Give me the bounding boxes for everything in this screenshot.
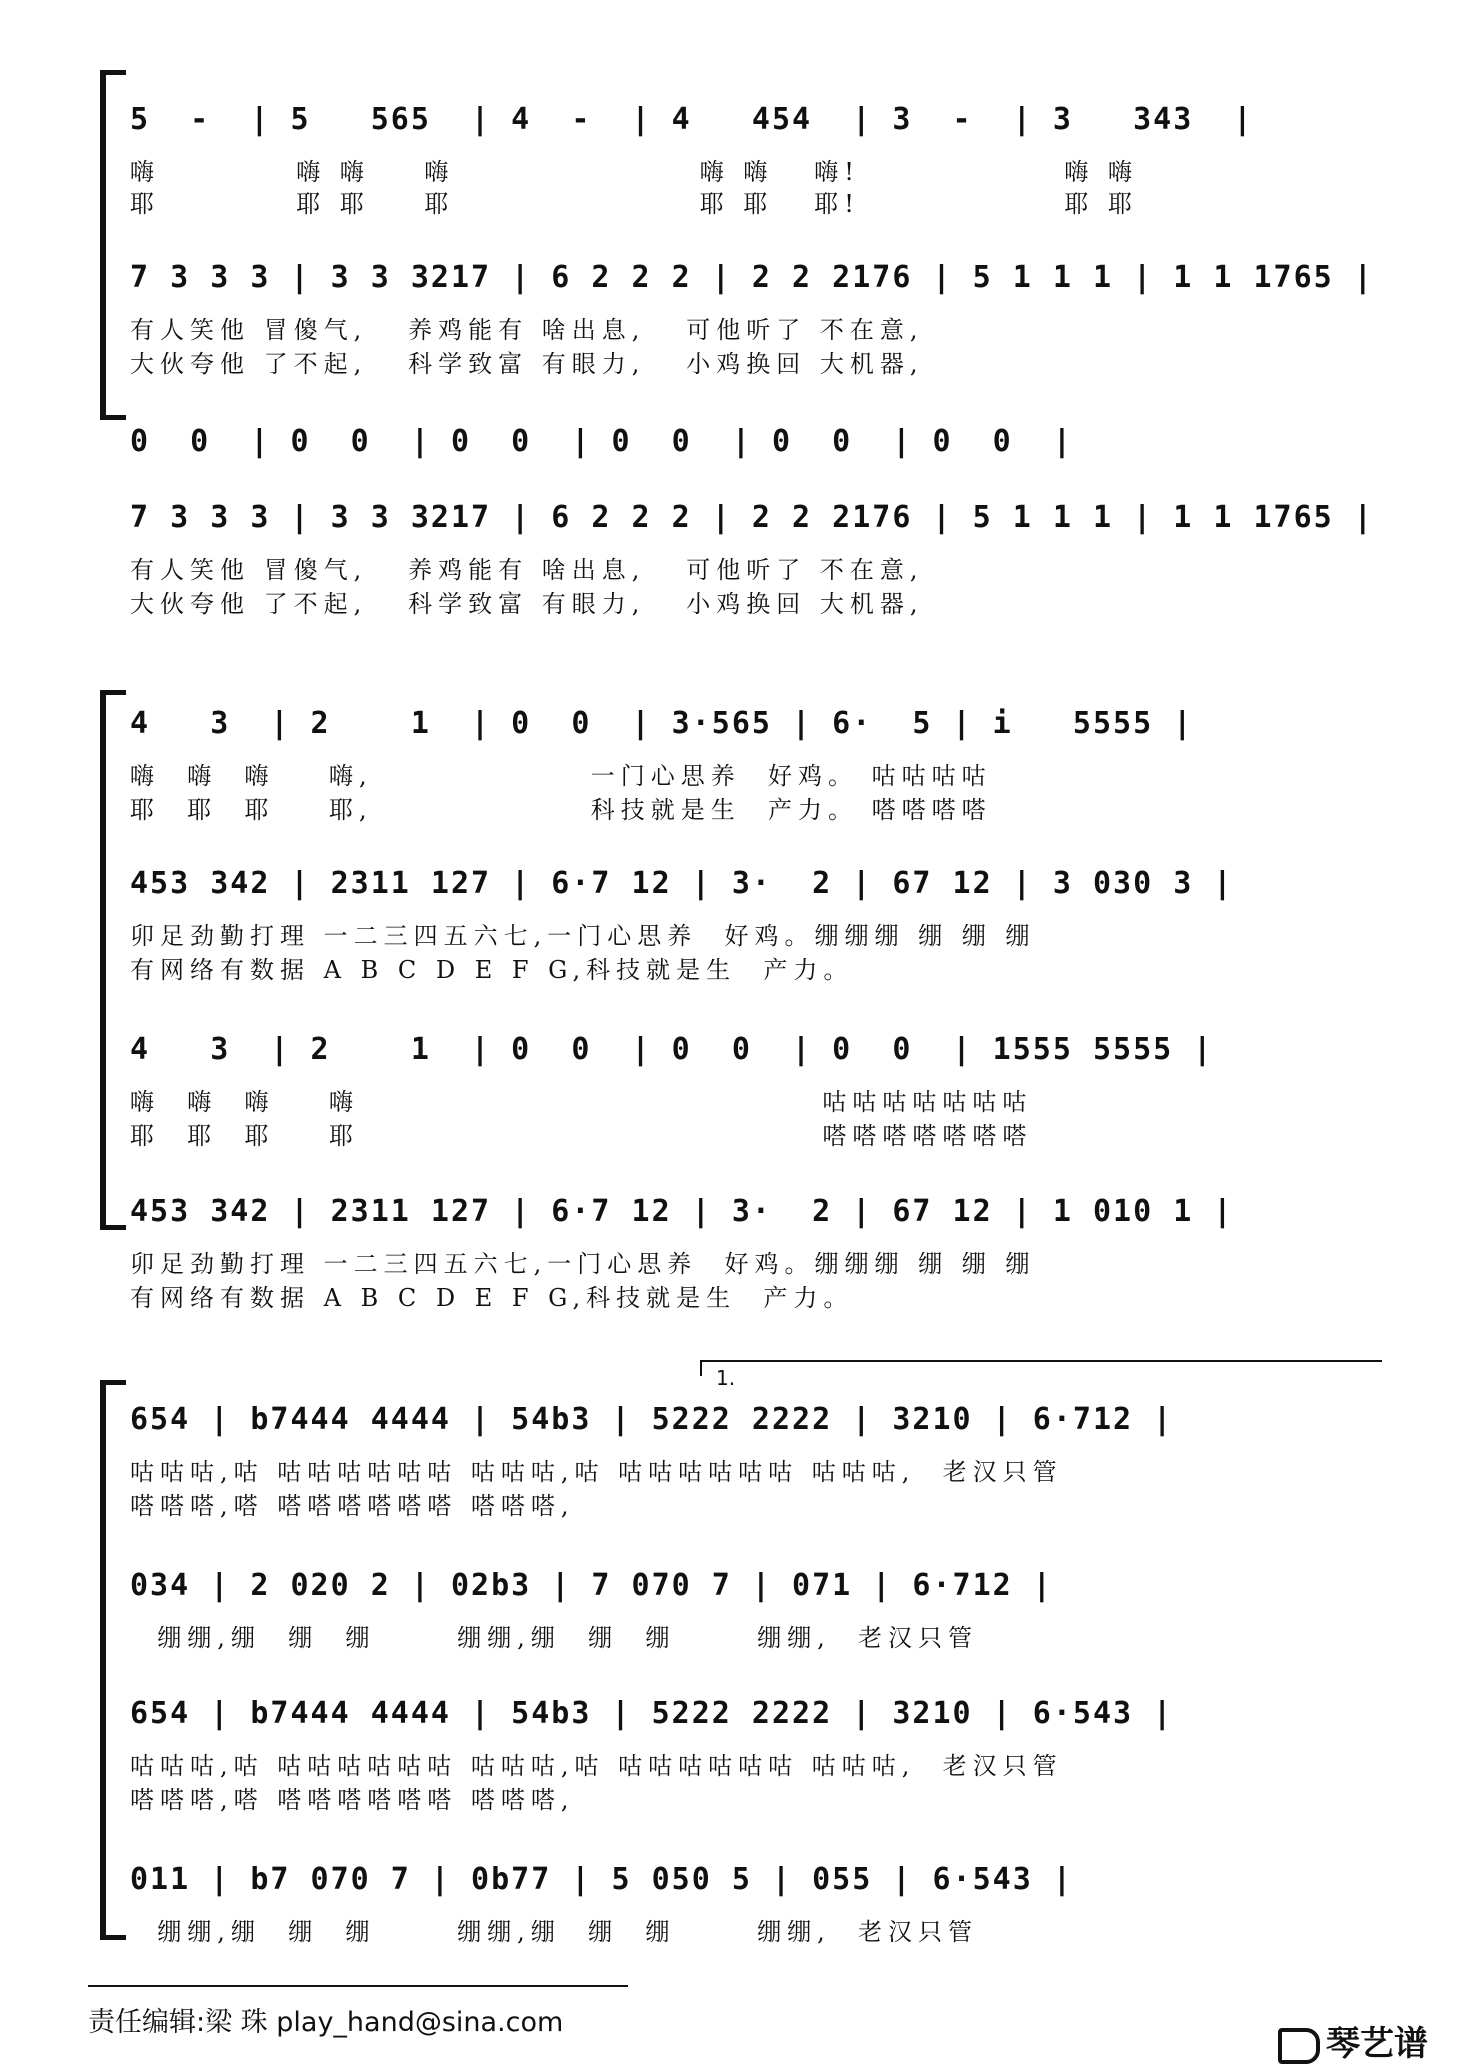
staff-row-1-3 (130, 418, 1380, 464)
lyric-line: 有网络有数据 A B C D E F G,科技就是生 产力。 (130, 956, 854, 984)
lyric-line: 嗒嗒嗒,嗒 嗒嗒嗒嗒嗒嗒 嗒嗒嗒, (130, 1786, 575, 1814)
notes: 034 | 2 020 2 | 02b3 | 7 070 7 | 071 | 6·712 | (130, 1567, 1053, 1603)
lyric-line: 绷绷,绷 绷 绷 绷绷,绷 绷 绷 绷绷, 老汉只管 (130, 1918, 978, 1946)
lyric-line: 卯足劲勤打理 一二三四五六七,一门心思养 好鸡。绷绷绷 绷 绷 绷 (130, 1250, 1036, 1278)
site-logo (1278, 2016, 1428, 2065)
lyric-line: 绷绷,绷 绷 绷 绷绷,绷 绷 绷 绷绷, 老汉只管 (130, 1624, 978, 1652)
footer-rule (88, 1985, 628, 1987)
notes: 453 342 | 2311 127 | 6·7 12 | 3· 2 | 67 12 | 3 030 3 | (130, 865, 1234, 901)
lyric-line: 有人笑他 冒傻气, 养鸡能有 啥出息, 可他听了 不在意, (130, 556, 924, 584)
notes: 654 | b7444 4444 | 54b3 | 5222 2222 | 3210 | 6·543 | (130, 1695, 1174, 1731)
staff-row-1-4 (130, 494, 1380, 540)
staff-row-1-1 (130, 96, 1380, 142)
lyric-line: 嗨 嗨 嗨 嗨 嗨 嗨 嗨! 嗨 嗨 (130, 158, 1138, 186)
lyric-line: 有人笑他 冒傻气, 养鸡能有 啥出息, 可他听了 不在意, (130, 316, 924, 344)
lyric-line: 耶 耶 耶 耶, 科技就是生 产力。 嗒嗒嗒嗒 (130, 796, 992, 824)
staff-row-2-3 (130, 1026, 1380, 1072)
notes: 453 342 | 2311 127 | 6·7 12 | 3· 2 | 67 12 | 1 010 1 | (130, 1193, 1234, 1229)
logo-text: 琴艺谱 (1326, 2024, 1428, 2064)
lyric-line: 有网络有数据 A B C D E F G,科技就是生 产力。 (130, 1284, 854, 1312)
staff-row-2-4 (130, 1188, 1380, 1234)
notes: 4 3 | 2 1 | 0 0 | 0 0 | 0 0 | 1555 5555 | (130, 1031, 1214, 1067)
staff-row-1-2 (130, 254, 1380, 300)
notes: 654 | b7444 4444 | 54b3 | 5222 2222 | 3210 | 6·712 | (130, 1401, 1174, 1437)
lyric-line: 耶 耶 耶 耶 耶 耶 耶! 耶 耶 (130, 190, 1138, 218)
lyric-line: 嗨 嗨 嗨 嗨 咕咕咕咕咕咕咕 (130, 1088, 1033, 1116)
system-brace-3 (100, 1380, 118, 1940)
staff-row-3-3 (130, 1690, 1380, 1736)
lyric-line: 卯足劲勤打理 一二三四五六七,一门心思养 好鸡。绷绷绷 绷 绷 绷 (130, 922, 1036, 950)
staff-row-3-2 (130, 1562, 1380, 1608)
staff-row-2-1 (130, 700, 1380, 746)
staff-row-3-4 (130, 1856, 1380, 1902)
lyric-line: 大伙夸他 了不起, 科学致富 有眼力, 小鸡换回 大机器, (130, 350, 924, 378)
system-brace-1 (100, 70, 118, 420)
lyric-line: 耶 耶 耶 耶 嗒嗒嗒嗒嗒嗒嗒 (130, 1122, 1033, 1150)
lyric-line: 咕咕咕,咕 咕咕咕咕咕咕 咕咕咕,咕 咕咕咕咕咕咕 咕咕咕, 老汉只管 (130, 1752, 1063, 1780)
lyric-line: 大伙夸他 了不起, 科学致富 有眼力, 小鸡换回 大机器, (130, 590, 924, 618)
volta-bracket (700, 1360, 1382, 1390)
notes: 7 3 3 3 | 3 3 3217 | 6 2 2 2 | 2 2 2176 | 5 1 1 1 | 1 1 1765 | (130, 259, 1374, 295)
staff-row-2-2 (130, 860, 1380, 906)
notes: 0 0 | 0 0 | 0 0 | 0 0 | 0 0 | 0 0 | (130, 423, 1073, 459)
notes: 7 3 3 3 | 3 3 3217 | 6 2 2 2 | 2 2 2176 | 5 1 1 1 | 1 1 1765 | (130, 499, 1374, 535)
logo-icon (1278, 2028, 1320, 2064)
editor-credit: 责任编辑:梁 珠 play_hand@sina.com (88, 2007, 564, 2038)
notes: 4 3 | 2 1 | 0 0 | 3·565 | 6· 5 | i 5555 | (130, 705, 1194, 741)
system-brace-2 (100, 690, 118, 1230)
lyric-line: 嗒嗒嗒,嗒 嗒嗒嗒嗒嗒嗒 嗒嗒嗒, (130, 1492, 575, 1520)
notes: 5 - | 5 565 | 4 - | 4 454 | 3 - | 3 343 | (130, 101, 1254, 137)
volta-label: 1. (716, 1366, 736, 1390)
lyric-line: 嗨 嗨 嗨 嗨, 一门心思养 好鸡。 咕咕咕咕 (130, 762, 992, 790)
lyric-line: 咕咕咕,咕 咕咕咕咕咕咕 咕咕咕,咕 咕咕咕咕咕咕 咕咕咕, 老汉只管 (130, 1458, 1063, 1486)
notes: 011 | b7 070 7 | 0b77 | 5 050 5 | 055 | 6·543 | (130, 1861, 1073, 1897)
staff-row-3-1 (130, 1396, 1380, 1442)
